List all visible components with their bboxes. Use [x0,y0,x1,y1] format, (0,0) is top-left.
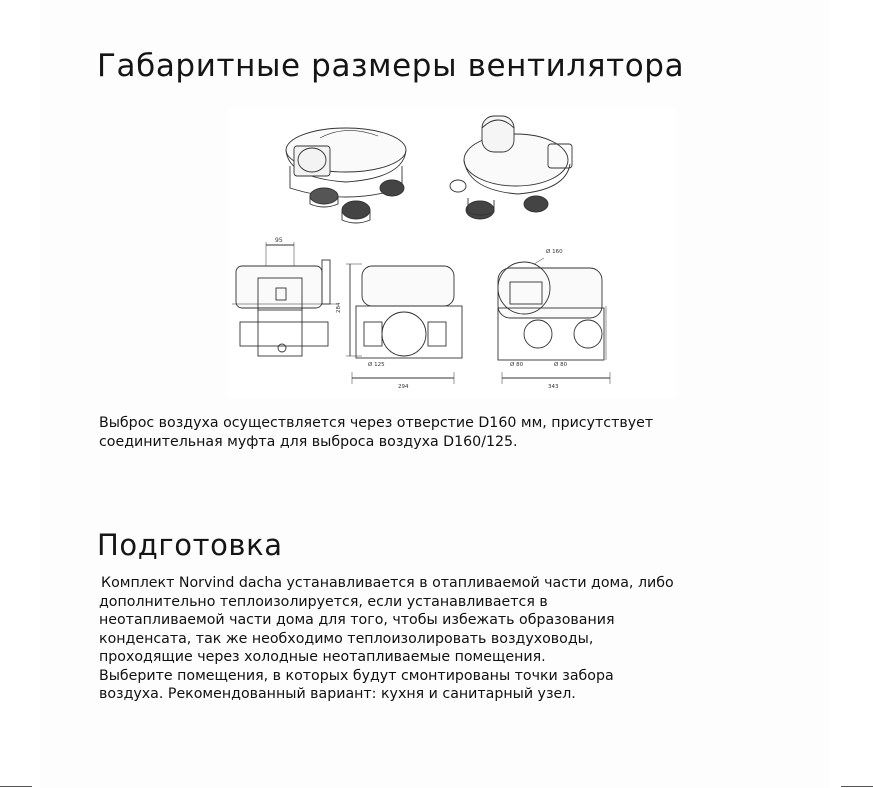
fan-iso-view-right [450,116,572,219]
dim-284-label: 284 [336,302,342,313]
page-edge-mark-left [0,786,32,787]
text-line: конденсата, так же необходимо теплоизолировать воздуховоды, [99,630,594,647]
fan-side-view [232,242,336,356]
text-line: проходящие через холодные неотапливаемые помещения. [99,649,546,665]
text-line: соединительная муфта для выброса воздуха D160/125. [99,433,518,450]
text-line: Комплект Norvind dacha устанавливается в отапливаемой части дома, либо [101,575,674,591]
dimensions-heading: Габаритные размеры вентилятора [97,48,685,84]
text-line: воздуха. Рекомендованный вариант: кухня и санитарный узел. [99,686,576,702]
dim-d160-label: Ø 160 [546,249,563,255]
text-line: Выберите помещения, в которых будут смонтированы точки забора [99,667,614,684]
dim-294-label: 294 [398,384,409,390]
fan-dimensions-drawing [228,108,676,398]
exhaust-paragraph [99,414,739,451]
dim-95-label: 95 [275,237,283,244]
dim-d80-left-label: Ø 80 [510,362,524,368]
dim-343-label: 343 [548,384,559,390]
text-line: неотапливаемой части дома для того, чтобы избежать образования [99,612,615,628]
fan-iso-view-left [286,128,406,223]
preparation-heading: Подготовка [97,528,283,562]
dim-d80-right-label: Ø 80 [554,362,568,368]
fan-front-view [346,264,462,384]
page-edge-mark-right [841,786,873,787]
dim-d125-label: Ø 125 [368,362,385,368]
preparation-paragraph [99,574,739,704]
text-line: Выброс воздуха осуществляется через отверстие D160 мм, присутствует [99,415,654,431]
text-line: дополнительно теплоизолируется, если устанавливается в [99,593,548,610]
